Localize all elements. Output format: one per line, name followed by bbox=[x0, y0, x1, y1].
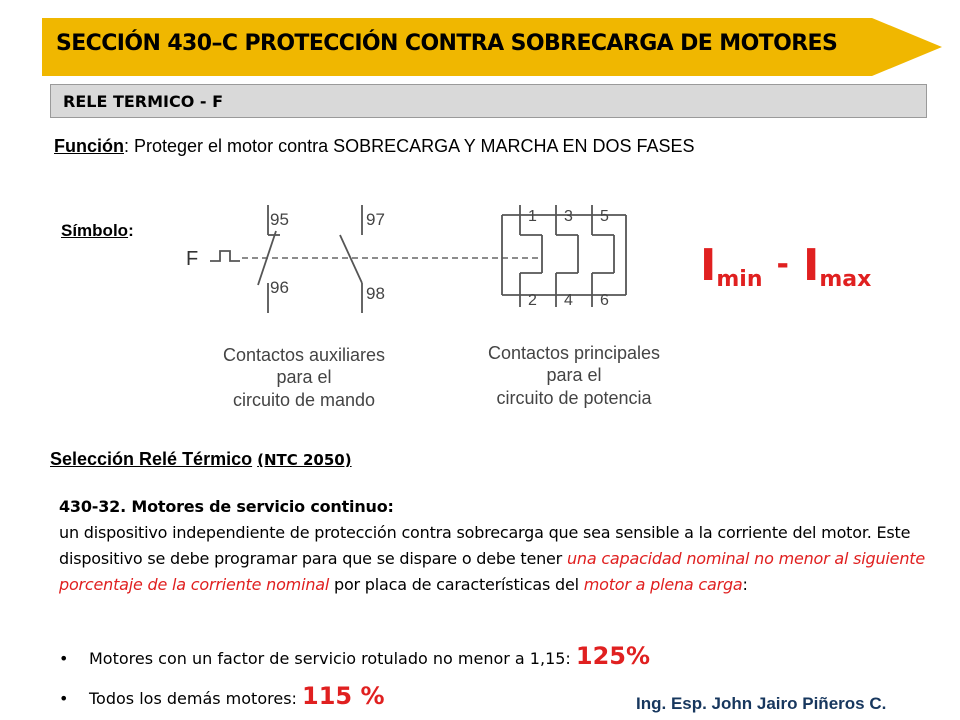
imin-letter: I bbox=[700, 240, 717, 291]
imax-letter: I bbox=[802, 240, 820, 291]
terminal-97: 97 bbox=[366, 210, 385, 229]
bullet-text: Motores con un factor de servicio rotulado no menor a 1,15: bbox=[89, 649, 576, 668]
terminal-95: 95 bbox=[270, 210, 289, 229]
bullet-dot-icon: • bbox=[59, 689, 69, 708]
simbolo-label: Símbolo bbox=[61, 221, 129, 240]
funcion-paragraph bbox=[54, 134, 784, 158]
paragraph-part-1: un dispositivo independiente de protección contra sobrecarga que sea sensible a la corriente del motor. Este dispositivo se debe programar para que se dispare o debe tener bbox=[59, 523, 911, 568]
imax-subscript: max bbox=[819, 267, 872, 292]
main-caption-line1: Contactos principales bbox=[487, 343, 661, 363]
section-banner bbox=[42, 18, 942, 76]
bullet-value: 115 % bbox=[302, 682, 385, 710]
bullet-dot-icon: • bbox=[59, 649, 69, 668]
seleccion-title: Selección Relé Térmico bbox=[50, 449, 253, 469]
current-range-label bbox=[700, 240, 871, 292]
imin-subscript: min bbox=[716, 267, 763, 292]
aux-caption-line3: circuito de mando bbox=[232, 390, 376, 410]
seleccion-heading bbox=[50, 449, 352, 470]
main-caption-line3: circuito de potencia bbox=[496, 388, 652, 408]
paragraph-part-3: : bbox=[742, 575, 748, 594]
subheader-bar bbox=[50, 84, 927, 118]
bullet-item bbox=[59, 682, 385, 710]
thermal-relay-diagram bbox=[180, 195, 700, 425]
seleccion-reference: (NTC 2050) bbox=[257, 451, 352, 469]
section-paragraph bbox=[59, 520, 939, 598]
terminal-5: 5 bbox=[600, 208, 609, 225]
section-heading: 430-32. Motores de servicio continuo: bbox=[59, 497, 394, 516]
paragraph-highlight-1: una capacidad nominal no menor al siguiente porcentaje de la corriente nominal bbox=[59, 549, 925, 594]
subheader-title: RELE TERMICO - F bbox=[63, 92, 224, 111]
contact-97-98-blade bbox=[340, 235, 362, 283]
diagram-f-label: F bbox=[186, 248, 199, 270]
section-430-32-text bbox=[59, 494, 939, 598]
simbolo-label-line bbox=[61, 221, 134, 241]
author-footer: Ing. Esp. John Jairo Piñeros C. bbox=[636, 694, 887, 713]
banner-title: SECCIÓN 430–C PROTECCIÓN CONTRA SOBRECARGA DE MOTORES bbox=[56, 31, 838, 56]
terminal-4: 4 bbox=[564, 292, 573, 309]
terminal-2: 2 bbox=[528, 292, 537, 309]
paragraph-highlight-2: motor a plena carga bbox=[583, 575, 743, 594]
main-caption-line2: para el bbox=[546, 365, 602, 385]
terminal-98: 98 bbox=[366, 284, 385, 303]
bullet-text: Todos los demás motores: bbox=[89, 689, 302, 708]
aux-caption-line1: Contactos auxiliares bbox=[222, 345, 386, 365]
bullet-item bbox=[59, 642, 650, 670]
terminal-1: 1 bbox=[528, 208, 537, 225]
thermal-element-symbol bbox=[210, 251, 240, 261]
terminal-3: 3 bbox=[564, 208, 573, 225]
simbolo-suffix: : bbox=[128, 221, 134, 240]
terminal-6: 6 bbox=[600, 292, 609, 309]
aux-caption-line2: para el bbox=[276, 367, 332, 387]
range-separator: - bbox=[776, 247, 789, 282]
terminal-96: 96 bbox=[270, 278, 289, 297]
funcion-text: : Proteger el motor contra SOBRECARGA Y MARCHA EN DOS FASES bbox=[124, 136, 695, 156]
bullet-value: 125% bbox=[575, 642, 651, 670]
funcion-label: Función bbox=[54, 136, 124, 156]
paragraph-part-2: por placa de características del bbox=[329, 575, 584, 594]
